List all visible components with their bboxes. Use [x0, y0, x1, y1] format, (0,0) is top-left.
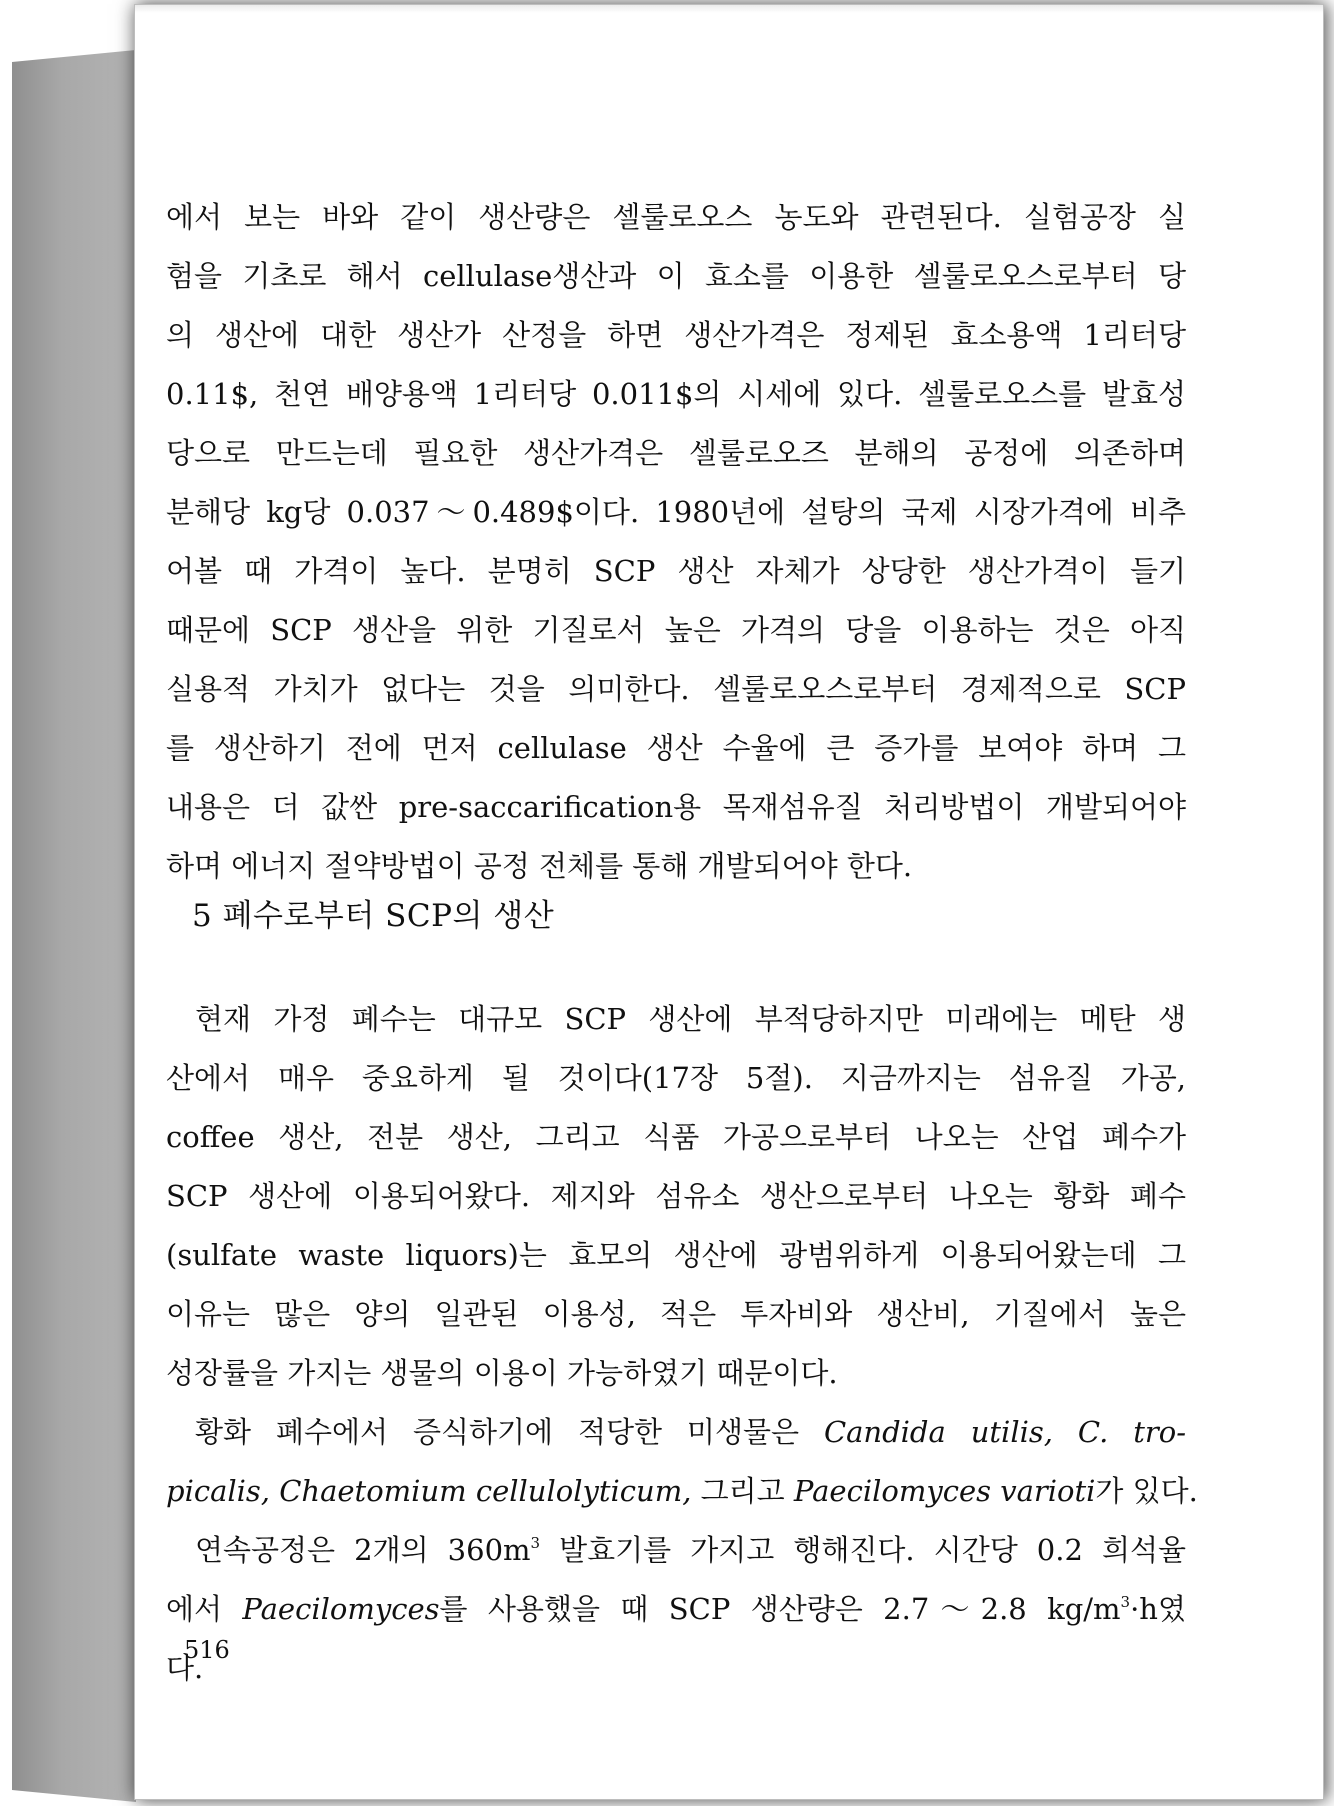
text-line: 성장률을 가지는 생물의 이용이 가능하였기 때문이다.: [166, 1356, 838, 1390]
text-segment: 를 사용했을 때 SCP 생산량은 2.7～2.8 kg/m: [439, 1592, 1121, 1626]
text-line: 이유는 많은 양의 일관된 이용성, 적은 투자비와 생산비, 기질에서 높은: [166, 1297, 1186, 1331]
paragraph-2: [166, 990, 1198, 1698]
paragraph-1: [166, 188, 1186, 896]
text-line: (sulfate waste liquors)는 효모의 생산에 광범위하게 이용되어왔는데 그: [166, 1238, 1186, 1272]
text-segment: 그리고: [700, 1474, 785, 1508]
text-line: 험을 기초로 해서 cellulase생산과 이 효소를 이용한 셀룰로오스로부터 당: [166, 259, 1186, 293]
superscript: 3: [530, 1534, 541, 1552]
text-line: [166, 1462, 1198, 1521]
text-line: 하며 에너지 절약방법이 공정 전체를 통해 개발되어야 한다.: [166, 849, 913, 883]
text-line: 분해당 kg당 0.037～0.489$이다. 1980년에 설탕의 국제 시장가격에 비추: [166, 495, 1186, 529]
text-segment: 연속공정은 2개의 360m: [195, 1533, 531, 1567]
species-name: Paecilomyces: [242, 1592, 440, 1626]
text-line: SCP 생산에 이용되어왔다. 제지와 섬유소 생산으로부터 나오는 황화 폐수: [166, 1179, 1186, 1213]
book-spine: [12, 50, 136, 1802]
page-number: 516: [184, 1636, 230, 1664]
text-line: 의 생산에 대한 생산가 산정을 하면 생산가격은 정제된 효소용액 1리터당: [166, 318, 1186, 352]
species-name: picalis, Chaetomium cellulolyticum,: [166, 1474, 692, 1508]
text-line: 를 생산하기 전에 먼저 cellulase 생산 수율에 큰 증가를 보여야 하며 그: [166, 731, 1186, 765]
text-line: [166, 1521, 1186, 1580]
text-line: 0.11$, 천연 배양용액 1리터당 0.011$의 시세에 있다. 셀룰로오스를 발효성: [166, 377, 1186, 411]
text-line: coffee 생산, 전분 생산, 그리고 식품 가공으로부터 나오는 산업 폐수가: [166, 1120, 1186, 1154]
text-line: [166, 1580, 1186, 1639]
text-segment: 발효기를 가지고 행해진다. 시간당 0.2 희석율: [540, 1533, 1187, 1567]
text-segment: 황화 폐수에서 증식하기에 적당한 미생물은: [195, 1415, 799, 1449]
text-line: 때문에 SCP 생산을 위한 기질로서 높은 가격의 당을 이용하는 것은 아직: [166, 613, 1186, 647]
text-line: 실용적 가치가 없다는 것을 의미한다. 셀룰로오스로부터 경제적으로 SCP: [166, 672, 1186, 706]
text-segment: 가 있다.: [1095, 1474, 1198, 1508]
text-line: 에서 보는 바와 같이 생산량은 셀룰로오스 농도와 관련된다. 실험공장 실: [166, 200, 1186, 234]
text-line: 어볼 때 가격이 높다. 분명히 SCP 생산 자체가 상당한 생산가격이 들기: [166, 554, 1186, 588]
superscript: 3: [1120, 1593, 1131, 1611]
text-line: 다.: [166, 1651, 204, 1685]
text-segment: 에서: [166, 1592, 243, 1626]
text-line: 산에서 매우 중요하게 될 것이다(17장 5절). 지금까지는 섬유질 가공,: [166, 1061, 1186, 1095]
text-line: 현재 가정 폐수는 대규모 SCP 생산에 부적당하지만 미래에는 메탄 생: [195, 1002, 1186, 1036]
section-heading: 5 폐수로부터 SCP의 생산: [192, 898, 555, 934]
text-segment: ·h였: [1130, 1592, 1186, 1626]
text-line: [166, 1403, 1186, 1462]
page-edge: [135, 5, 1323, 13]
species-name: Candida utilis, C. tro-: [823, 1415, 1186, 1449]
text-line: 당으로 만드는데 필요한 생산가격은 셀룰로오즈 분해의 공정에 의존하며: [166, 436, 1186, 470]
text-line: 내용은 더 값싼 pre-saccarification용 목재섬유질 처리방법이 개발되어야: [166, 790, 1186, 824]
species-name: Paecilomyces varioti: [793, 1474, 1096, 1508]
